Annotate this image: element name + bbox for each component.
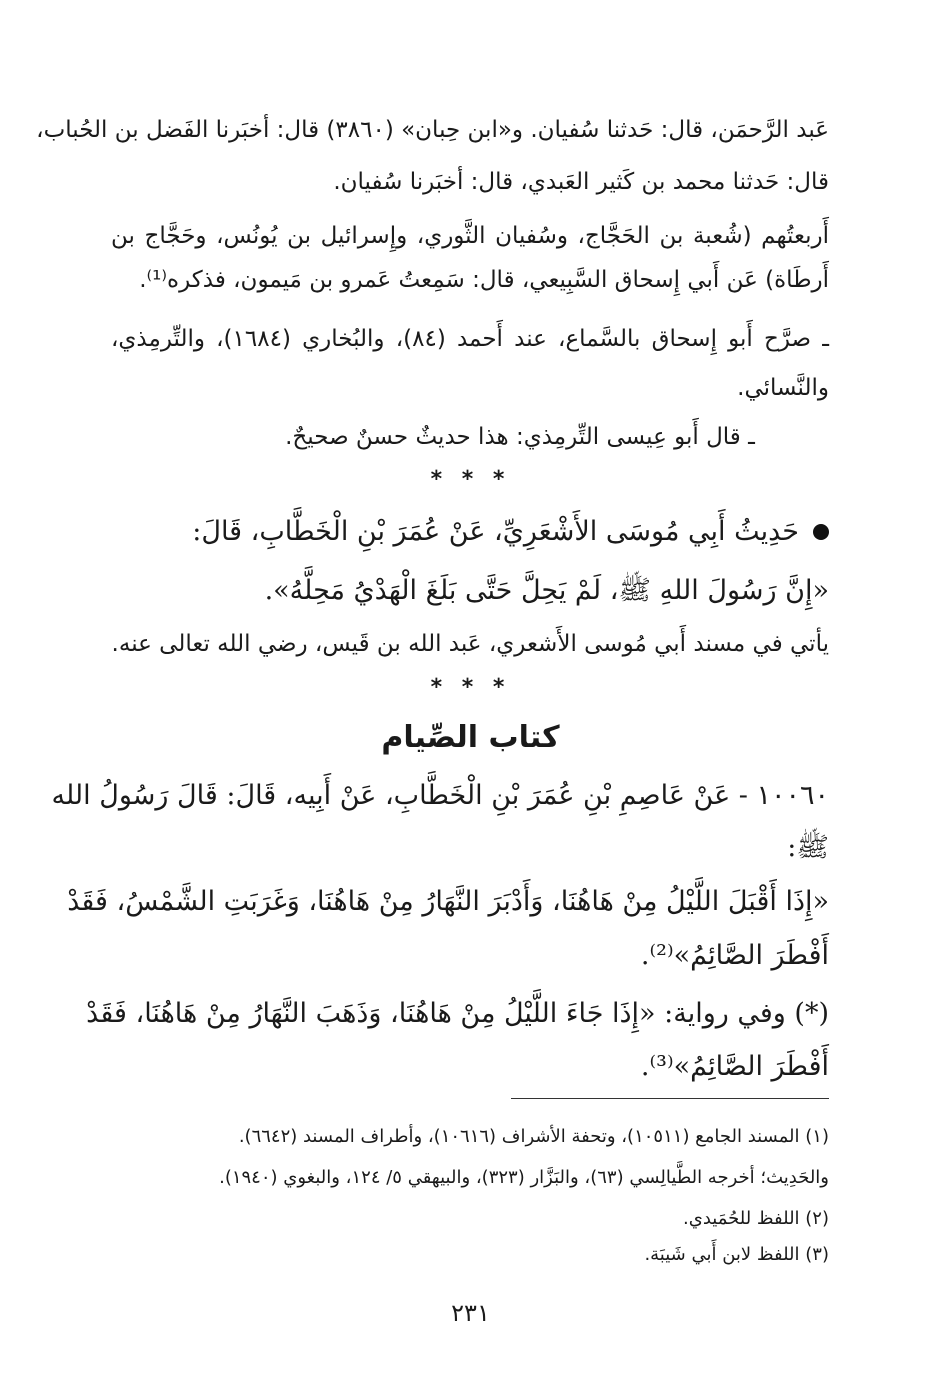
separator-stars-2: * * * — [430, 675, 511, 700]
entry-line-1: ١٠٠٦٠ - عَنْ عَاصِمِ بْنِ عُمَرَ بْنِ الْخَطَّابِ، عَنْ أَبِيه، قَالَ: قَالَ رَسُولُ الله — [51, 780, 829, 811]
hadith-title: حَدِيثُ أَبِي مُوسَى الأَشْعَرِيِّ، عَنْ عُمَرَ بْنِ الْخَطَّابِ، قَالَ: — [192, 516, 799, 547]
body-line-3: أَربعتُهم (شُعبة بن الحَجَّاج، وسُفيان الثَّوري، وإِسرائيل بن يُونُس، وحَجَّاج بن — [111, 223, 829, 249]
entry-line-3: «إِذَا أَقْبَلَ اللَّيْلُ مِنْ هَاهُنَا، وَأَدْبَرَ النَّهَارُ مِنْ هَاهُنَا، وَغَرَبَتِ الشَّمْسُ، فَقَدْ — [67, 886, 829, 917]
hadith-note: يأتي في مسند أَبي مُوسى الأَشعري، عَبد الله بن قَيس، رضي الله تعالى عنه. — [111, 631, 829, 657]
body-line-4: أَرطَاة) عَن أَبي إِسحاق السَّبِيعي، قال: سَمِعتُ عَمرو بن مَيمون، فذكره⁽¹⁾. — [139, 267, 829, 293]
footnote-3: (٣) اللفظ لابن أَبي شَيبَة. — [644, 1244, 829, 1265]
body-line-5: ـ صرَّح أَبو إِسحاق بالسَّماع، عند أَحمد (٨٤)، والبُخاري (١٦٨٤)، والتِّرمِذي، — [111, 326, 829, 352]
body-line-6: والنَّسائي. — [737, 375, 829, 401]
footnote-1a: (١) المسند الجامع (١٠٥١١)، وتحفة الأشراف (١٠٦١٦)، وأطراف المسند (٦٦٤٢). — [238, 1126, 829, 1147]
hadith-text: «إِنَّ رَسُولَ اللهِ ﷺ، لَمْ يَحِلَّ حَتَّى بَلَغَ الْهَدْيُ مَحِلَّهُ». — [264, 575, 829, 606]
footnote-separator — [511, 1098, 829, 1099]
footnote-1b: والحَدِيث؛ أخرجه الطَّيالِسي (٦٣)، والبَزَّار (٣٢٣)، والبيهقي ٥/ ١٢٤، والبغوي (١٩٤٠). — [219, 1167, 829, 1188]
separator-stars-1: * * * — [430, 467, 511, 492]
entry-line-2: ﷺ: — [787, 832, 829, 863]
body-line-2: قال: حَدثنا محمد بن كَثير العَبدي، قال: أخبَرنا سُفيان. — [333, 169, 829, 195]
tirmidhi-grading-text: ـ قال أَبو عِيسى التِّرمِذي: هذا حديثٌ حسنٌ صحيحٌ. — [285, 424, 755, 450]
chapter-heading: كتاب الصِّيام — [381, 720, 560, 755]
entry-line-5: (*) وفي رواية: «إِذَا جَاءَ اللَّيْلُ مِنْ هَاهُنَا، وَذَهَبَ النَّهَارُ مِنْ هَاهُنَا، فَقَدْ — [86, 998, 829, 1029]
footnote-2: (٢) اللفظ للحُمَيدي. — [683, 1208, 829, 1229]
body-line-1: عَبد الرَّحمَن، قال: حَدثنا سُفيان. و«ابن حِبان» (٣٨٦٠) قال: أخبَرنا الفَضل بن الحُباب، — [36, 117, 829, 143]
page-number: ٢٣١ — [451, 1299, 490, 1327]
entry-line-4: أَفْطَرَ الصَّائِمُ»⁽²⁾. — [640, 940, 829, 971]
tirmidhi-grading — [111, 420, 829, 454]
bullet-icon — [813, 524, 829, 540]
entry-line-6: أَفْطَرَ الصَّائِمُ»⁽³⁾. — [640, 1051, 829, 1082]
